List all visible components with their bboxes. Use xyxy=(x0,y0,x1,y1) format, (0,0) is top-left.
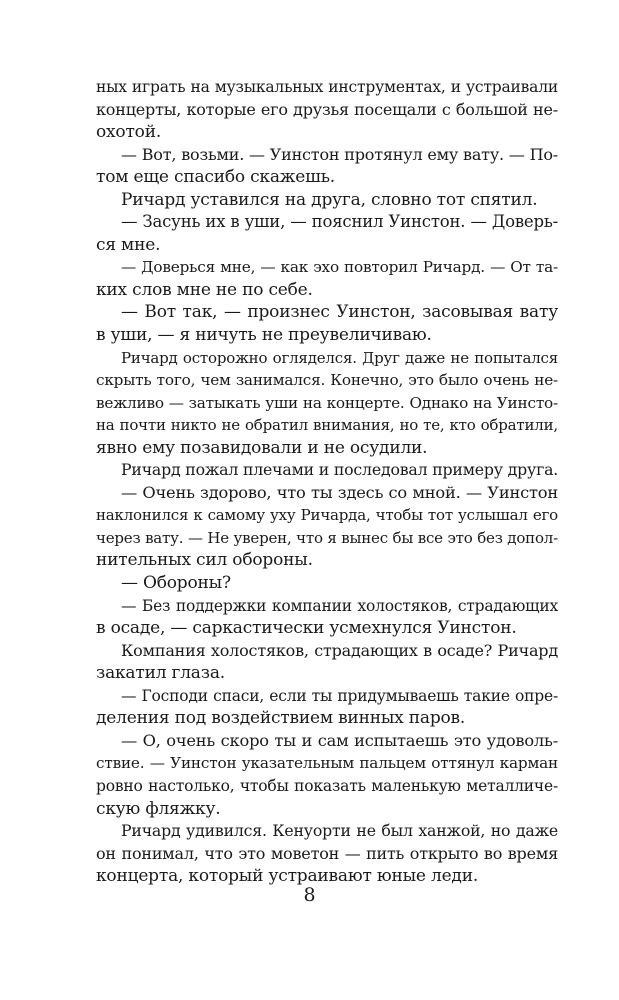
text-line: нительных сил обороны. xyxy=(96,550,313,571)
text-line: концерта, который устраивают юные леди. xyxy=(96,866,479,887)
text-line: — О, очень скоро ты и сам испытаешь это удоволь- xyxy=(121,730,558,750)
text-line: через вату. — Не уверен, что я вынес бы все это без допол- xyxy=(96,528,558,547)
text-line: на почти никто не обратил внимания, но те, кто обратили, xyxy=(96,416,558,435)
text-line: — Вот так, — произнес Уинстон, засовывая вату xyxy=(121,302,558,323)
text-line: он понимал, что это моветон — пить открыто во время xyxy=(96,843,558,863)
text-line: охотой. xyxy=(96,122,162,143)
text-line: скую фляжку. xyxy=(96,798,221,819)
text-line: — Без поддержки компании холостяков, страдающих xyxy=(121,596,558,615)
text-line: скрыть того, чем занимался. Конечно, это было очень не- xyxy=(96,371,558,390)
text-line: в осаде, — саркастически усмехнулся Уинстон. xyxy=(96,618,517,639)
text-line: в уши, — я ничуть не преувеличиваю. xyxy=(96,325,432,346)
text-line: ствие. — Уинстон указательным пальцем оттянул карман xyxy=(96,754,558,773)
text-line: — Очень здорово, что ты здесь со мной. — Уинстон xyxy=(121,482,558,502)
text-line: Ричард удивился. Кенуорти не был ханжой, но даже xyxy=(121,821,558,841)
text-line: — Доверься мне, — как эхо повторил Ричард. — От та- xyxy=(121,258,558,277)
text-line: концерты, которые его друзья посещали с большой не- xyxy=(96,99,558,119)
text-line: Ричард уставился на друга, словно тот спятил. xyxy=(121,189,538,210)
text-line: явно ему позавидовали и не осудили. xyxy=(96,437,428,458)
text-line: — Обороны? xyxy=(121,573,231,594)
text-line: — Засунь их в уши, — пояснил Уинстон. — Доверь- xyxy=(121,212,558,232)
text-line: Компания холостяков, страдающих в осаде? Ричард xyxy=(121,640,558,660)
text-line: наклонился к самому уху Ричарда, чтобы тот услышал его xyxy=(96,506,558,525)
text-line: вежливо — затыкать уши на концерте. Однако на Уинсто- xyxy=(96,393,558,412)
text-line: закатил глаза. xyxy=(96,663,225,684)
page-number: 8 xyxy=(303,884,316,906)
text-line: ровно настолько, чтобы показать маленькую металличе- xyxy=(96,776,558,795)
text-block xyxy=(96,76,558,888)
text-line: — Господи спаси, если ты придумываешь такие опре- xyxy=(121,686,558,705)
text-line: Ричард осторожно огляделся. Друг даже не попытался xyxy=(121,348,558,367)
text-line: деления под воздействием винных паров. xyxy=(96,708,466,729)
text-line: ных играть на музыкальных инструментах, и устраивали xyxy=(96,78,558,96)
text-line: — Вот, возьми. — Уинстон протянул ему вату. — По- xyxy=(121,144,558,164)
text-line: Ричард пожал плечами и последовал примеру друга. xyxy=(121,460,559,480)
text-line: том еще спасибо скажешь. xyxy=(96,167,335,188)
text-line: ся мне. xyxy=(96,234,161,255)
text-line: ких слов мне не по себе. xyxy=(96,279,313,300)
